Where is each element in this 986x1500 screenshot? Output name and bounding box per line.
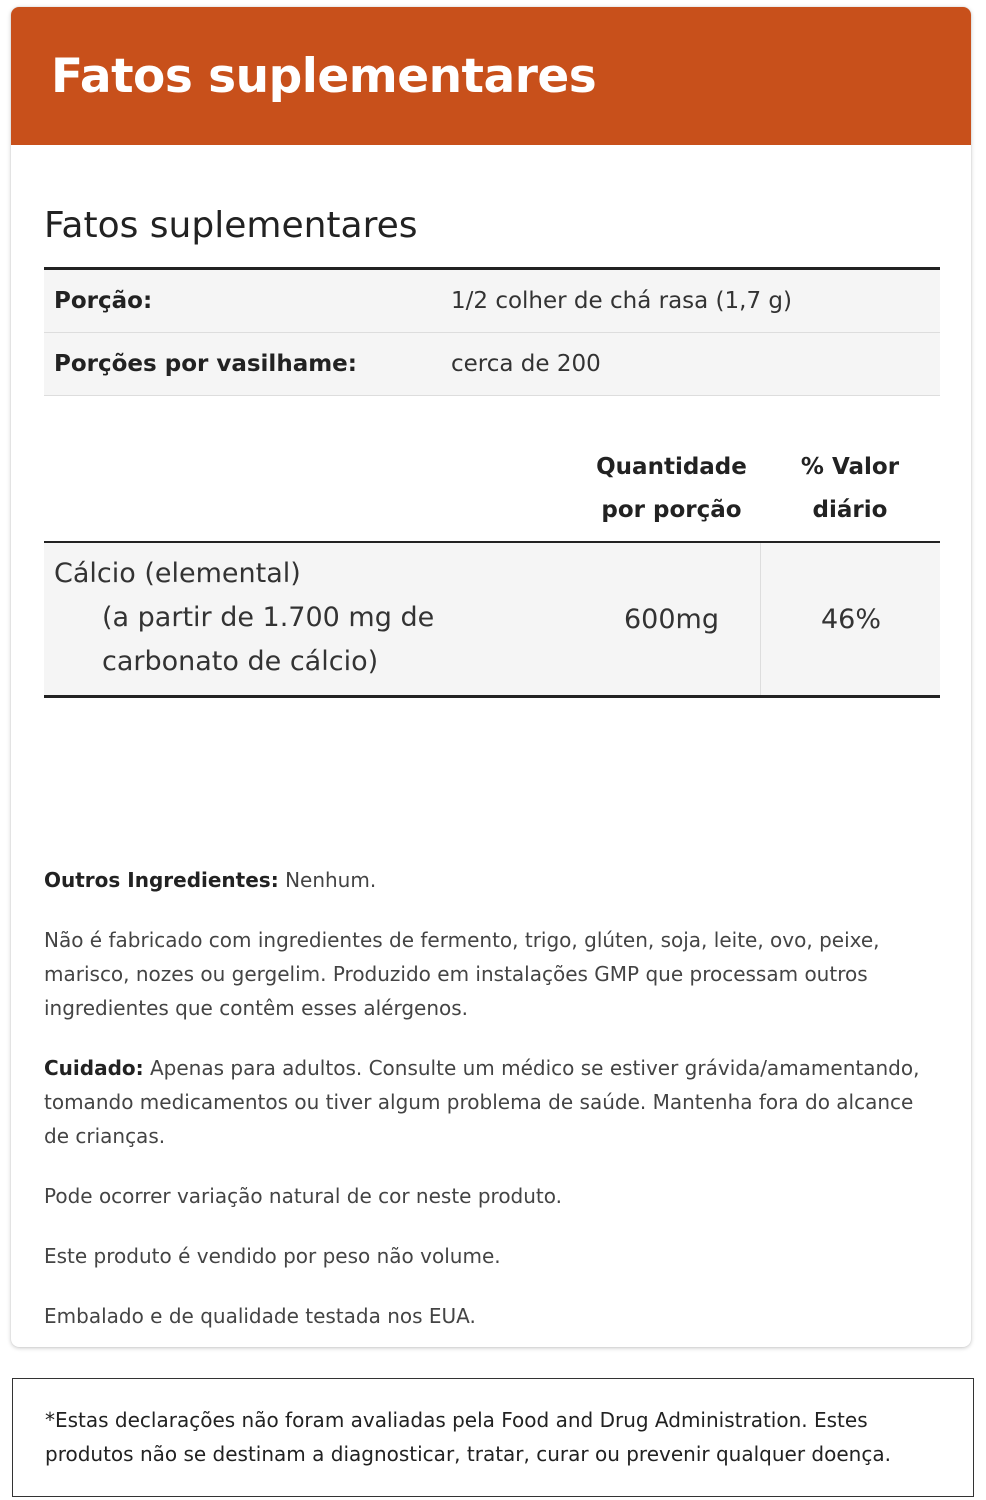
color-variation-note: Pode ocorrer variação natural de cor neste produto. bbox=[44, 1184, 563, 1208]
nutrient-row-calcium bbox=[44, 543, 940, 698]
nutrient-name: Cálcio (elemental) bbox=[54, 558, 301, 589]
disclaimer-text: *Estas declarações não foram avaliadas pela Food and Drug Administration. Estes produtos não se destinam a diagnosticar, tratar, curar ou prevenir qualquer doença. bbox=[45, 1408, 891, 1466]
dv-header-line2: diário bbox=[812, 497, 888, 523]
nutrient-subtext: (a partir de 1.700 mg de carbonato de cálcio) bbox=[102, 602, 435, 677]
sold-by-weight-note: Este produto é vendido por peso não volume. bbox=[44, 1244, 501, 1268]
daily-value-header bbox=[760, 446, 940, 532]
dv-header-line1: % Valor bbox=[800, 454, 900, 480]
fda-disclaimer bbox=[12, 1378, 974, 1497]
other-ingredients-label: Outros Ingredientes: bbox=[44, 868, 279, 892]
caution-value: Apenas para adultos. Consulte um médico se estiver grávida/amamentando, tomando medicamentos ou tiver algum problema de saúde. Mantenha fora do alcance de crianças. bbox=[44, 1056, 920, 1148]
amount-header-line1: Quantidade bbox=[596, 454, 747, 480]
packaged-note: Embalado e de qualidade testada nos EUA. bbox=[44, 1304, 476, 1328]
nutrient-daily-value: 46% bbox=[760, 543, 941, 695]
amount-header-line2: por porção bbox=[601, 497, 742, 523]
caution-statement bbox=[44, 1051, 924, 1153]
servings-per-container-label: Porções por vasilhame: bbox=[54, 351, 357, 377]
other-ingredients bbox=[44, 863, 924, 897]
section-title: Fatos suplementares bbox=[44, 205, 418, 246]
serving-size-value: 1/2 colher de chá rasa (1,7 g) bbox=[451, 288, 792, 314]
other-ingredients-value: Nenhum. bbox=[285, 868, 377, 892]
serving-table bbox=[44, 267, 940, 396]
caution-label: Cuidado: bbox=[44, 1056, 144, 1080]
servings-per-container-row bbox=[44, 333, 940, 396]
header-title: Fatos suplementares bbox=[51, 48, 597, 104]
amount-per-serving-header bbox=[579, 446, 764, 532]
serving-size-label: Porção: bbox=[54, 288, 153, 314]
nutrient-amount: 600mg bbox=[624, 603, 719, 635]
allergen-statement: Não é fabricado com ingredientes de fermento, trigo, glúten, soja, leite, ovo, peixe, marisco, nozes ou gergelim. Produzido em instalações GMP que processam outros ingredientes que contêm esses alérgenos. bbox=[44, 928, 880, 1020]
serving-size-row bbox=[44, 270, 940, 333]
card-header bbox=[11, 7, 971, 145]
servings-per-container-value: cerca de 200 bbox=[451, 351, 601, 377]
nutrient-name-cell bbox=[54, 552, 574, 684]
nutrient-table-header bbox=[44, 440, 940, 544]
supplement-facts-card bbox=[11, 7, 971, 1347]
